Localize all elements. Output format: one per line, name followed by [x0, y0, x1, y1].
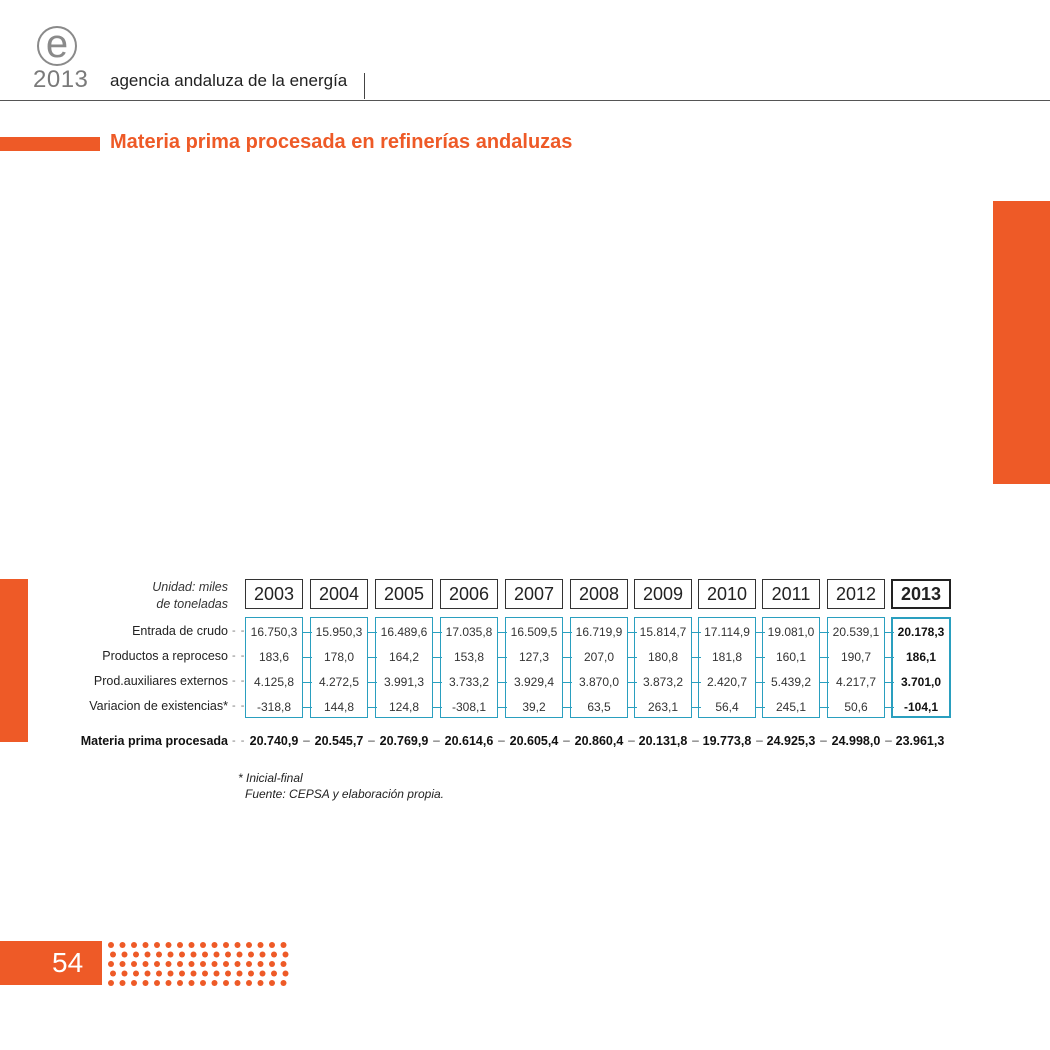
row-label: Entrada de crudo — [132, 624, 228, 638]
dot — [179, 971, 185, 977]
table-cell: 153,8 — [453, 650, 485, 664]
header-rule — [0, 100, 1050, 101]
dot — [246, 961, 252, 967]
year-header: 2013 — [891, 579, 951, 609]
logo-e-icon — [37, 22, 77, 66]
total-value: 20.860,4 — [574, 734, 624, 748]
dot — [258, 961, 264, 967]
table-cell: 15.950,3 — [315, 625, 363, 639]
table-cell: 19.081,0 — [767, 625, 815, 639]
year-header: 2011 — [762, 579, 820, 609]
dot — [235, 942, 241, 948]
dot — [122, 952, 128, 958]
dot — [191, 971, 197, 977]
dot — [189, 980, 195, 986]
table-cell: 16.750,3 — [250, 625, 298, 639]
table-cell: 3.701,0 — [900, 675, 942, 689]
row-label: Variacion de existencias* — [89, 699, 228, 713]
row-leader: - - — [232, 700, 246, 712]
table-cell: 178,0 — [323, 650, 355, 664]
table-cell: 183,6 — [258, 650, 290, 664]
dot — [235, 980, 241, 986]
total-value: 20.545,7 — [314, 734, 364, 748]
table-cell: 144,8 — [323, 700, 355, 714]
dot — [269, 980, 275, 986]
left-side-tab — [0, 579, 28, 742]
dot — [237, 971, 243, 977]
table-cell: 16.509,5 — [510, 625, 558, 639]
table-cell: 56,4 — [715, 700, 739, 714]
table-cell: 4.125,8 — [253, 675, 295, 689]
dot — [177, 980, 183, 986]
footnote: * Inicial-final — [238, 771, 303, 785]
table-cell: 3.873,2 — [642, 675, 684, 689]
total-separator: – — [885, 733, 892, 747]
dot — [120, 961, 126, 967]
dot — [189, 942, 195, 948]
dot — [248, 952, 254, 958]
dot — [200, 942, 206, 948]
dot — [177, 961, 183, 967]
table-cell: 63,5 — [587, 700, 611, 714]
dot — [214, 971, 220, 977]
row-leader: - - — [232, 625, 246, 637]
year-header: 2003 — [245, 579, 303, 609]
table-cell: 17.114,9 — [704, 625, 750, 639]
dot — [143, 980, 149, 986]
table-cell: 15.814,7 — [639, 625, 687, 639]
dot — [200, 980, 206, 986]
dot — [133, 952, 139, 958]
total-separator: – — [368, 733, 375, 747]
dot — [248, 971, 254, 977]
table-cell: 160,1 — [775, 650, 807, 664]
dot — [120, 980, 126, 986]
agency-name: agencia andaluza de la energía — [110, 71, 348, 90]
unit-line-2: de toneladas — [156, 597, 228, 611]
dot — [191, 952, 197, 958]
table-cell: 3.929,4 — [513, 675, 555, 689]
dot — [108, 942, 114, 948]
dot — [212, 942, 218, 948]
dot — [223, 980, 229, 986]
table-cell: 164,2 — [388, 650, 420, 664]
table-cell: 190,7 — [840, 650, 872, 664]
dot-pattern — [105, 941, 295, 987]
table-cell: 5.439,2 — [770, 675, 812, 689]
year-header: 2006 — [440, 579, 498, 609]
table-cell: 207,0 — [583, 650, 615, 664]
dot — [156, 971, 162, 977]
dot — [223, 961, 229, 967]
dot — [223, 942, 229, 948]
table-cell: 180,8 — [647, 650, 679, 664]
unit-label — [112, 579, 228, 613]
page-number: 54 — [52, 947, 84, 978]
total-separator: – — [563, 733, 570, 747]
dot — [177, 942, 183, 948]
year-header: 2004 — [310, 579, 368, 609]
year-header: 2008 — [570, 579, 628, 609]
dot — [281, 942, 287, 948]
total-separator: – — [498, 733, 505, 747]
dot — [122, 971, 128, 977]
total-value: 23.961,3 — [895, 734, 945, 748]
table-cell: 2.420,7 — [706, 675, 748, 689]
dot — [237, 952, 243, 958]
dot — [168, 952, 174, 958]
logo-year: 2013 — [33, 66, 89, 93]
table-cell: 181,8 — [711, 650, 743, 664]
year-header: 2005 — [375, 579, 433, 609]
dot — [131, 942, 137, 948]
dot — [108, 980, 114, 986]
dot — [131, 980, 137, 986]
total-separator: – — [433, 733, 440, 747]
table-cell: 17.035,8 — [445, 625, 493, 639]
dot — [260, 971, 266, 977]
dot — [271, 952, 277, 958]
year-header: 2009 — [634, 579, 692, 609]
table-cell: 50,6 — [844, 700, 868, 714]
dot — [156, 952, 162, 958]
dot — [235, 961, 241, 967]
total-value: 20.614,6 — [444, 734, 494, 748]
dot — [200, 961, 206, 967]
total-separator: – — [692, 733, 699, 747]
dot — [225, 971, 231, 977]
total-separator: – — [820, 733, 827, 747]
table-cell: 3.991,3 — [383, 675, 425, 689]
table-cell: 20.178,3 — [897, 625, 945, 639]
dot — [166, 961, 172, 967]
dot — [281, 980, 287, 986]
table-cell: 186,1 — [905, 650, 937, 664]
table-cell: 39,2 — [522, 700, 546, 714]
total-separator: – — [303, 733, 310, 747]
dot — [225, 952, 231, 958]
dot — [179, 952, 185, 958]
dot — [133, 971, 139, 977]
row-label: Prod.auxiliares externos — [93, 674, 228, 688]
table-cell: 3.733,2 — [448, 675, 490, 689]
table-cell: 263,1 — [647, 700, 679, 714]
dot — [246, 942, 252, 948]
page-number-box — [0, 941, 102, 985]
total-leader: - - — [232, 735, 246, 747]
dot — [212, 980, 218, 986]
table-cell: 16.489,6 — [380, 625, 428, 639]
header-divider — [364, 73, 365, 99]
year-header: 2010 — [698, 579, 756, 609]
dot — [260, 952, 266, 958]
dot — [154, 980, 160, 986]
dot — [166, 942, 172, 948]
dot — [283, 971, 289, 977]
dot — [202, 971, 208, 977]
dot — [212, 961, 218, 967]
table-cell: -318,8 — [256, 700, 292, 714]
title-accent-bar — [0, 137, 100, 151]
dot — [110, 952, 116, 958]
total-separator: – — [628, 733, 635, 747]
total-value: 24.998,0 — [831, 734, 881, 748]
table-cell: 3.870,0 — [578, 675, 620, 689]
dot — [154, 961, 160, 967]
table-cell: -308,1 — [451, 700, 487, 714]
row-label: Productos a reproceso — [102, 649, 228, 663]
total-label: Materia prima procesada — [80, 734, 228, 748]
total-value: 20.740,9 — [249, 734, 299, 748]
dot — [110, 971, 116, 977]
unit-line-1: Unidad: miles — [152, 580, 228, 594]
row-leader: - - — [232, 650, 246, 662]
year-header: 2012 — [827, 579, 885, 609]
dot — [120, 942, 126, 948]
dot — [131, 961, 137, 967]
logo-letter: e — [45, 22, 69, 66]
table-cell: 16.719,9 — [575, 625, 623, 639]
table-cell: 124,8 — [388, 700, 420, 714]
table-cell: 127,3 — [518, 650, 550, 664]
dot — [168, 971, 174, 977]
dot — [258, 980, 264, 986]
row-leader: - - — [232, 675, 246, 687]
dot — [143, 942, 149, 948]
dot — [269, 961, 275, 967]
dot — [145, 971, 151, 977]
dot — [269, 942, 275, 948]
total-value: 19.773,8 — [702, 734, 752, 748]
dot — [154, 942, 160, 948]
dot — [143, 961, 149, 967]
dot — [271, 971, 277, 977]
right-side-tab — [993, 201, 1050, 484]
page-title: Materia prima procesada en refinerías andaluzas — [110, 131, 573, 153]
table-cell: 4.217,7 — [835, 675, 877, 689]
table-cell: 4.272,5 — [318, 675, 360, 689]
total-value: 20.605,4 — [509, 734, 559, 748]
table-cell: 20.539,1 — [832, 625, 880, 639]
table-cell: 245,1 — [775, 700, 807, 714]
dot — [283, 952, 289, 958]
dot — [108, 961, 114, 967]
dot — [246, 980, 252, 986]
total-value: 20.769,9 — [379, 734, 429, 748]
dot — [166, 980, 172, 986]
total-value: 24.925,3 — [766, 734, 816, 748]
dot — [258, 942, 264, 948]
dot — [202, 952, 208, 958]
table-cell: -104,1 — [903, 700, 939, 714]
dot — [189, 961, 195, 967]
year-header: 2007 — [505, 579, 563, 609]
dot — [214, 952, 220, 958]
source-note: Fuente: CEPSA y elaboración propia. — [245, 787, 445, 801]
total-separator: – — [756, 733, 763, 747]
total-value: 20.131,8 — [638, 734, 688, 748]
dot — [281, 961, 287, 967]
dot — [145, 952, 151, 958]
